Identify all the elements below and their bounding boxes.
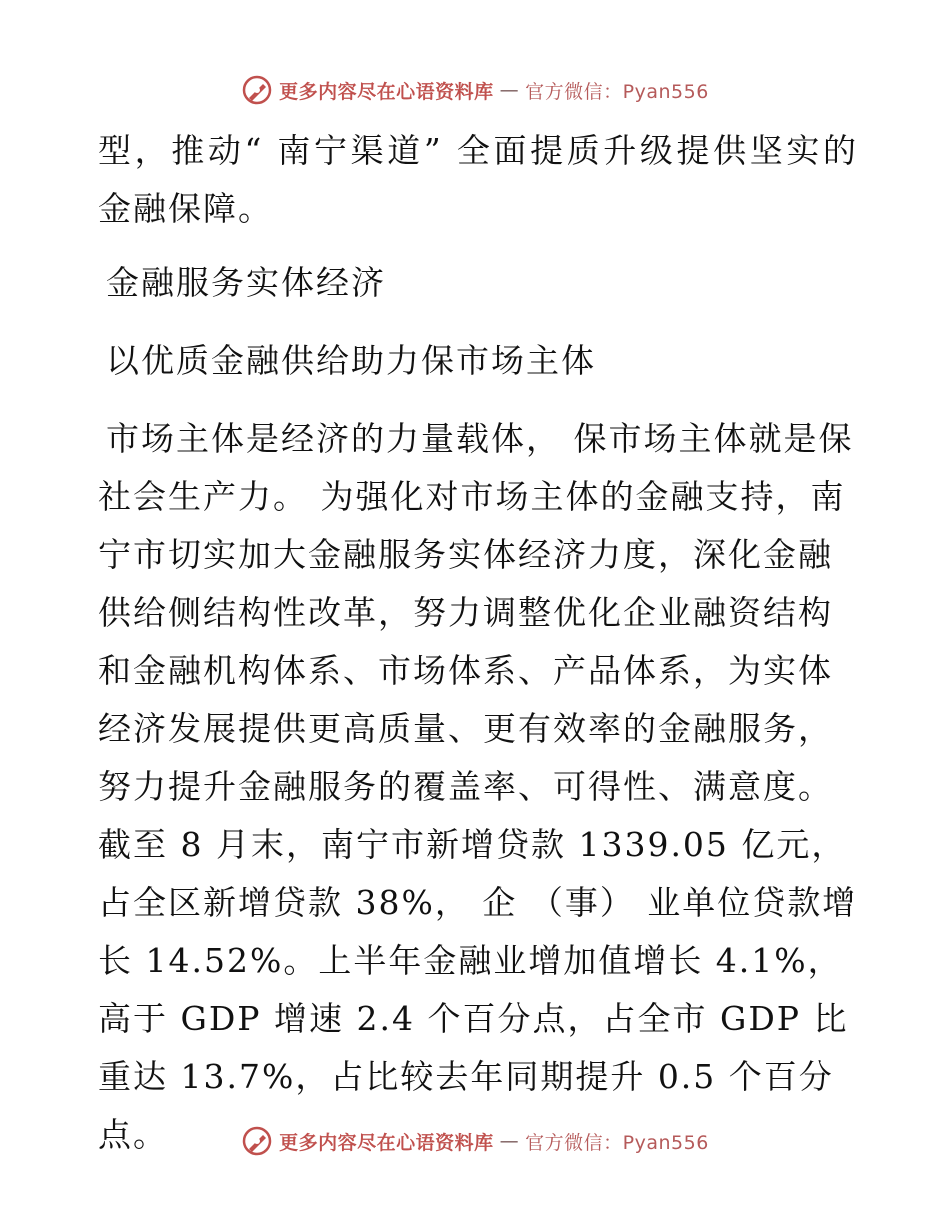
watermark-contact: 官方微信：Pyan556: [525, 1131, 709, 1154]
watermark-header: [0, 74, 950, 106]
watermark-main-text: 更多内容尽在心语资料库: [279, 80, 494, 103]
subsection-heading: 以优质金融供给助力保市场主体: [106, 341, 596, 380]
body-paragraph: 市场主体是经济的力量载体， 保市场主体就是保社会生产力。 为强化对市场主体的金融支持，南宁市切实加大金融服务实体经济力度，深化金融供给侧结构性改革，努力调整优化企业融资结构和金融机构体系、市场体系、产品体系，为实体经济发展提供更高质量、更有效率的金融服务，努力提升金融服务的覆盖率、可得性、满意度。截至 8 月末，南宁市新增贷款 1339.05 亿元，占全区新增贷款 38%， 企 （事） 业单位贷款增长 14.52%。上半年金融业增加值增长 4.1%， 高于 GDP 增速 2.4 个百分点，占全市 GDP 比重达 13.7%，占比较去年同期提升 0.5 个百分点。: [98, 419, 858, 1154]
watermark-main-text: 更多内容尽在心语资料库: [279, 1131, 494, 1154]
document-body: [98, 122, 858, 1164]
watermark-footer: [0, 1125, 950, 1157]
pen-logo-icon: [241, 74, 273, 106]
watermark-dash: —: [499, 79, 520, 101]
opening-paragraph: 型，推动“ 南宁渠道” 全面提质升级提供坚实的金融保障。: [98, 131, 858, 228]
watermark-contact: 官方微信：Pyan556: [525, 80, 709, 103]
pen-logo-icon: [241, 1125, 273, 1157]
section-heading: 金融服务实体经济: [106, 263, 386, 302]
watermark-dash: —: [499, 1130, 520, 1152]
